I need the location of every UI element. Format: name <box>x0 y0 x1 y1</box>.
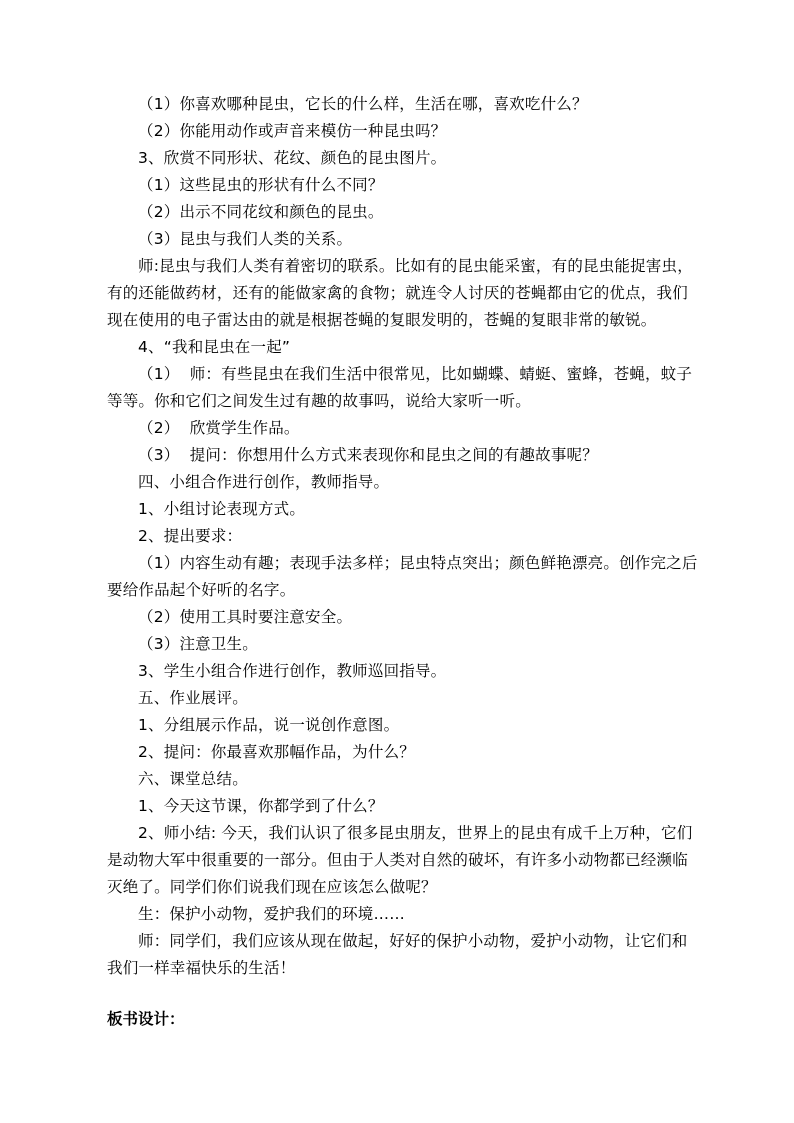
text-line: 1、分组展示作品，说一说创作意图。 <box>138 716 400 734</box>
text-line: 4、“我和昆虫在一起” <box>138 338 291 356</box>
text-line: 等等。你和它们之间发生过有趣的故事吗，说给大家听一听。 <box>107 392 531 410</box>
text-line: （1）你喜欢哪种昆虫，它长的什么样，生活在哪，喜欢吃什么？ <box>138 95 588 113</box>
text-line: 现在使用的电子雷达由的就是根据苍蝇的复眼发明的，苍蝇的复眼非常的敏锐。 <box>107 311 657 329</box>
board-design-heading: 板书设计： <box>107 1010 185 1028</box>
text-line: （2）你能用动作或声音来模仿一种昆虫吗？ <box>138 122 447 140</box>
text-line: 2、师小结: 今天，我们认识了很多昆虫朋友，世界上的昆虫有成千上万种，它们 <box>138 824 693 842</box>
text-line: （2）使用工具时要注意安全。 <box>138 608 353 626</box>
text-line: 师：同学们，我们应该从现在做起，好好的保护小动物，爱护小动物，让它们和 <box>138 932 688 950</box>
text-line: （1）内容生动有趣；表现手法多样；昆虫特点突出；颜色鲜艳漂亮。创作完之后 <box>138 554 698 572</box>
text-line: （2）出示不同花纹和颜色的昆虫。 <box>138 203 384 221</box>
text-line: 六、课堂总结。 <box>138 770 248 788</box>
text-line: 五、作业展评。 <box>138 689 248 707</box>
text-line: 2、提问：你最喜欢那幅作品，为什么？ <box>138 743 415 761</box>
text-line: 生：保护小动物，爱护我们的环境…… <box>138 905 405 923</box>
text-line: （1） 师：有些昆虫在我们生活中很常见，比如蝴蝶、蜻蜓、蜜蜂，苍蝇，蚊子 <box>138 365 693 383</box>
text-line: 3、学生小组合作进行创作，教师巡回指导。 <box>138 662 447 680</box>
text-line: （2） 欣赏学生作品。 <box>138 419 300 437</box>
text-line: 四、小组合作进行创作，教师指导。 <box>138 473 390 491</box>
text-line: （1）这些昆虫的形状有什么不同？ <box>138 176 384 194</box>
text-line: 要给作品起个好听的名字。 <box>107 581 296 599</box>
text-line: 灭绝了。同学们你们说我们现在应该怎么做呢？ <box>107 878 437 896</box>
text-line: 2、提出要求： <box>138 527 243 545</box>
text-line: （3）注意卫生。 <box>138 635 258 653</box>
text-line: 我们一样幸福快乐的生活！ <box>107 959 296 977</box>
text-line: （3）昆虫与我们人类的关系。 <box>138 230 353 248</box>
text-line: 有的还能做药材，还有的能做家禽的食物；就连令人讨厌的苍蝇都由它的优点，我们 <box>107 284 688 302</box>
text-line: 是动物大军中很重要的一部分。但由于人类对自然的破坏，有许多小动物都已经濒临 <box>107 851 688 869</box>
text-line: 3、欣赏不同形状、花纹、颜色的昆虫图片。 <box>138 149 447 167</box>
text-line: 1、小组讨论表现方式。 <box>138 500 306 518</box>
text-line: （3） 提问：你想用什么方式来表现你和昆虫之间的有趣故事呢？ <box>138 446 598 464</box>
text-line: 师:昆虫与我们人类有着密切的联系。比如有的昆虫能采蜜，有的昆虫能捉害虫， <box>138 257 693 275</box>
text-line: 1、今天这节课，你都学到了什么？ <box>138 797 384 815</box>
